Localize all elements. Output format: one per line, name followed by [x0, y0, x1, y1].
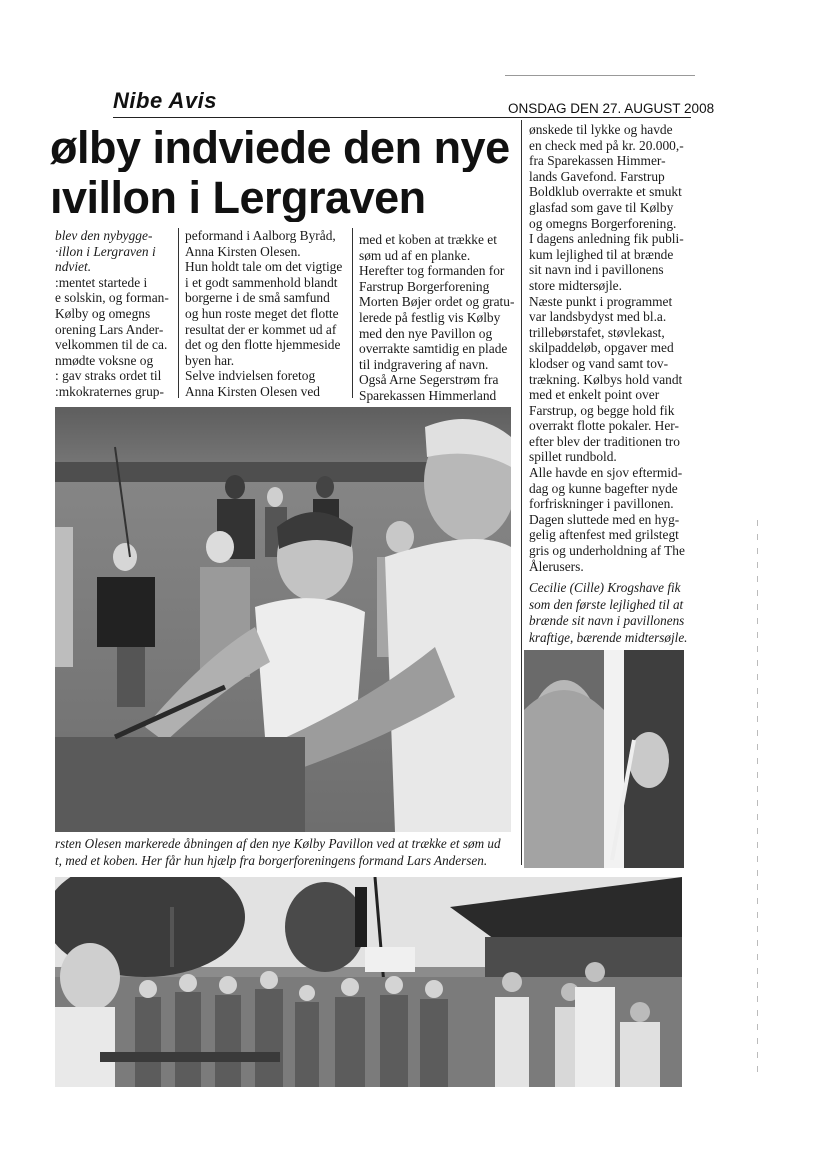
- article-column-1: [55, 228, 170, 400]
- text-line: Dagen sluttede med en hyg-: [529, 511, 680, 527]
- text-line: lands Gavefond. Farstrup: [529, 168, 665, 184]
- text-line: blev den nybygge-: [55, 228, 153, 243]
- text-line: var landsbydyst med bl.a.: [529, 309, 667, 325]
- column-rule: [352, 228, 353, 398]
- text-line: Selve indvielsen foretog: [185, 368, 316, 384]
- text-line: lerede på festlig vis Kølby: [359, 309, 501, 325]
- text-line: Boldklub overrakte et smukt: [529, 184, 682, 200]
- text-line: Også Arne Segerstrøm fra: [359, 372, 499, 388]
- scan-speck: [505, 75, 695, 76]
- text-line: trillebørstafet, støvlekast,: [529, 324, 665, 340]
- text-line: gris og underholdning af The: [529, 543, 685, 559]
- text-line: med et enkelt point over: [529, 387, 660, 403]
- text-line: : gav straks ordet til: [55, 368, 162, 384]
- caption-line: t, med et koben. Her får hun hjælp fra borgerforeningens formand Lars Andersen.: [55, 852, 488, 868]
- text-line: Anna Kirsten Olesen ved: [185, 383, 320, 399]
- text-line: overrakt flotte pokaler. Her-: [529, 418, 679, 434]
- text-line: ønskede til lykke og havde: [529, 122, 673, 137]
- text-line: og hun roste meget det flotte: [185, 305, 339, 321]
- text-line: Næste punkt i programmet: [529, 293, 673, 309]
- side-photo: [524, 650, 684, 868]
- main-photo: [55, 407, 511, 832]
- text-line: i et godt sammenhold blandt: [185, 274, 338, 290]
- caption-line: Cecilie (Cille) Krogshave fik: [529, 580, 681, 595]
- text-line: søm ud af en planke.: [359, 247, 471, 263]
- text-line: velkommen til de ca.: [55, 337, 168, 353]
- headline-line-1: ølby indviede den nye: [50, 124, 510, 172]
- text-line: overrakte samtidig en plade: [359, 341, 508, 357]
- text-line: :mkokraternes grup-: [55, 383, 164, 399]
- text-line: resultat der er kommet ud af: [185, 321, 337, 337]
- text-line: sit navn ind i pavillonens: [529, 262, 664, 278]
- text-line: trækning. Kølbys hold vandt: [529, 371, 683, 387]
- text-line: efter blev der traditionen tro: [529, 433, 680, 449]
- bottom-photo: [55, 877, 682, 1087]
- text-line: ndviet.: [55, 259, 92, 275]
- text-line: Hun holdt tale om det vigtige: [185, 259, 343, 275]
- text-line: borgerne i de små samfund: [185, 290, 330, 306]
- column-rule: [521, 120, 522, 865]
- text-line: peformand i Aalborg Byråd,: [185, 228, 336, 243]
- text-line: ·illon i Lergraven i: [55, 243, 156, 259]
- text-line: Anna Kirsten Olesen.: [185, 243, 301, 259]
- text-line: det og den flotte hjemmeside: [185, 337, 341, 353]
- masthead-rule: [113, 117, 691, 118]
- text-line: glasfad som gave til Kølby: [529, 199, 674, 215]
- photo-caption-main: [55, 836, 515, 869]
- headline-line-2: ıvillon i Lergraven: [50, 174, 426, 222]
- caption-line: brænde sit navn i pavillonens: [529, 613, 685, 628]
- article-column-3: [359, 232, 517, 404]
- text-line: skilpaddeløb, opgaver med: [529, 340, 674, 356]
- text-line: dag og kunne bagefter nyde: [529, 480, 678, 496]
- text-line: med den nye Pavillon og: [359, 325, 493, 341]
- text-line: med et koben at trække et: [359, 232, 497, 247]
- text-line: store midtersøjle.: [529, 277, 622, 293]
- photo-caption-right: [529, 580, 689, 646]
- column-rule: [178, 228, 179, 398]
- caption-line: rsten Olesen markerede åbningen af den nye Kølby Pavillon ved at trække et søm ud: [55, 836, 501, 851]
- text-line: gelig aftenfest med grilstegt: [529, 527, 679, 543]
- text-line: Ålerusers.: [529, 558, 584, 574]
- scan-mark: [757, 520, 758, 1080]
- text-line: byen har.: [185, 352, 235, 368]
- text-line: I dagens anledning fik publi-: [529, 231, 684, 247]
- text-line: Sparekassen Himmerland: [359, 387, 497, 403]
- text-line: Herefter tog formanden for: [359, 263, 505, 279]
- issue-date: ONSDAG DEN 27. AUGUST 2008: [508, 101, 715, 116]
- text-line: til indgravering af navn.: [359, 356, 489, 372]
- text-line: forfriskninger i pavillonen.: [529, 496, 674, 512]
- text-line: klodser og vand samt tov-: [529, 355, 669, 371]
- article-column-4: [529, 122, 691, 574]
- text-line: Alle havde en sjov eftermid-: [529, 465, 683, 481]
- caption-line: som den første lejlighed til at: [529, 596, 684, 612]
- text-line: Kølby og omegns: [55, 305, 151, 321]
- text-line: orening Lars Ander-: [55, 321, 164, 337]
- text-line: e solskin, og forman-: [55, 290, 169, 306]
- text-line: fra Sparekassen Himmer-: [529, 153, 666, 169]
- text-line: en check med på kr. 20.000,-: [529, 137, 684, 153]
- caption-line: kraftige, bærende midtersøjle.: [529, 629, 688, 645]
- masthead: Nibe Avis: [113, 88, 217, 113]
- article-column-2: [185, 228, 347, 400]
- text-line: kum lejlighed til at brænde: [529, 246, 674, 262]
- text-line: nmødte voksne og: [55, 352, 154, 368]
- text-line: Morten Bøjer ordet og gratu-: [359, 294, 515, 310]
- text-line: Farstrup, og begge hold fik: [529, 402, 675, 418]
- text-line: og omegns Borgerforening.: [529, 215, 677, 231]
- text-line: Farstrup Borgerforening: [359, 278, 490, 294]
- text-line: :mentet startede i: [55, 274, 148, 290]
- text-line: spillet rundbold.: [529, 449, 617, 465]
